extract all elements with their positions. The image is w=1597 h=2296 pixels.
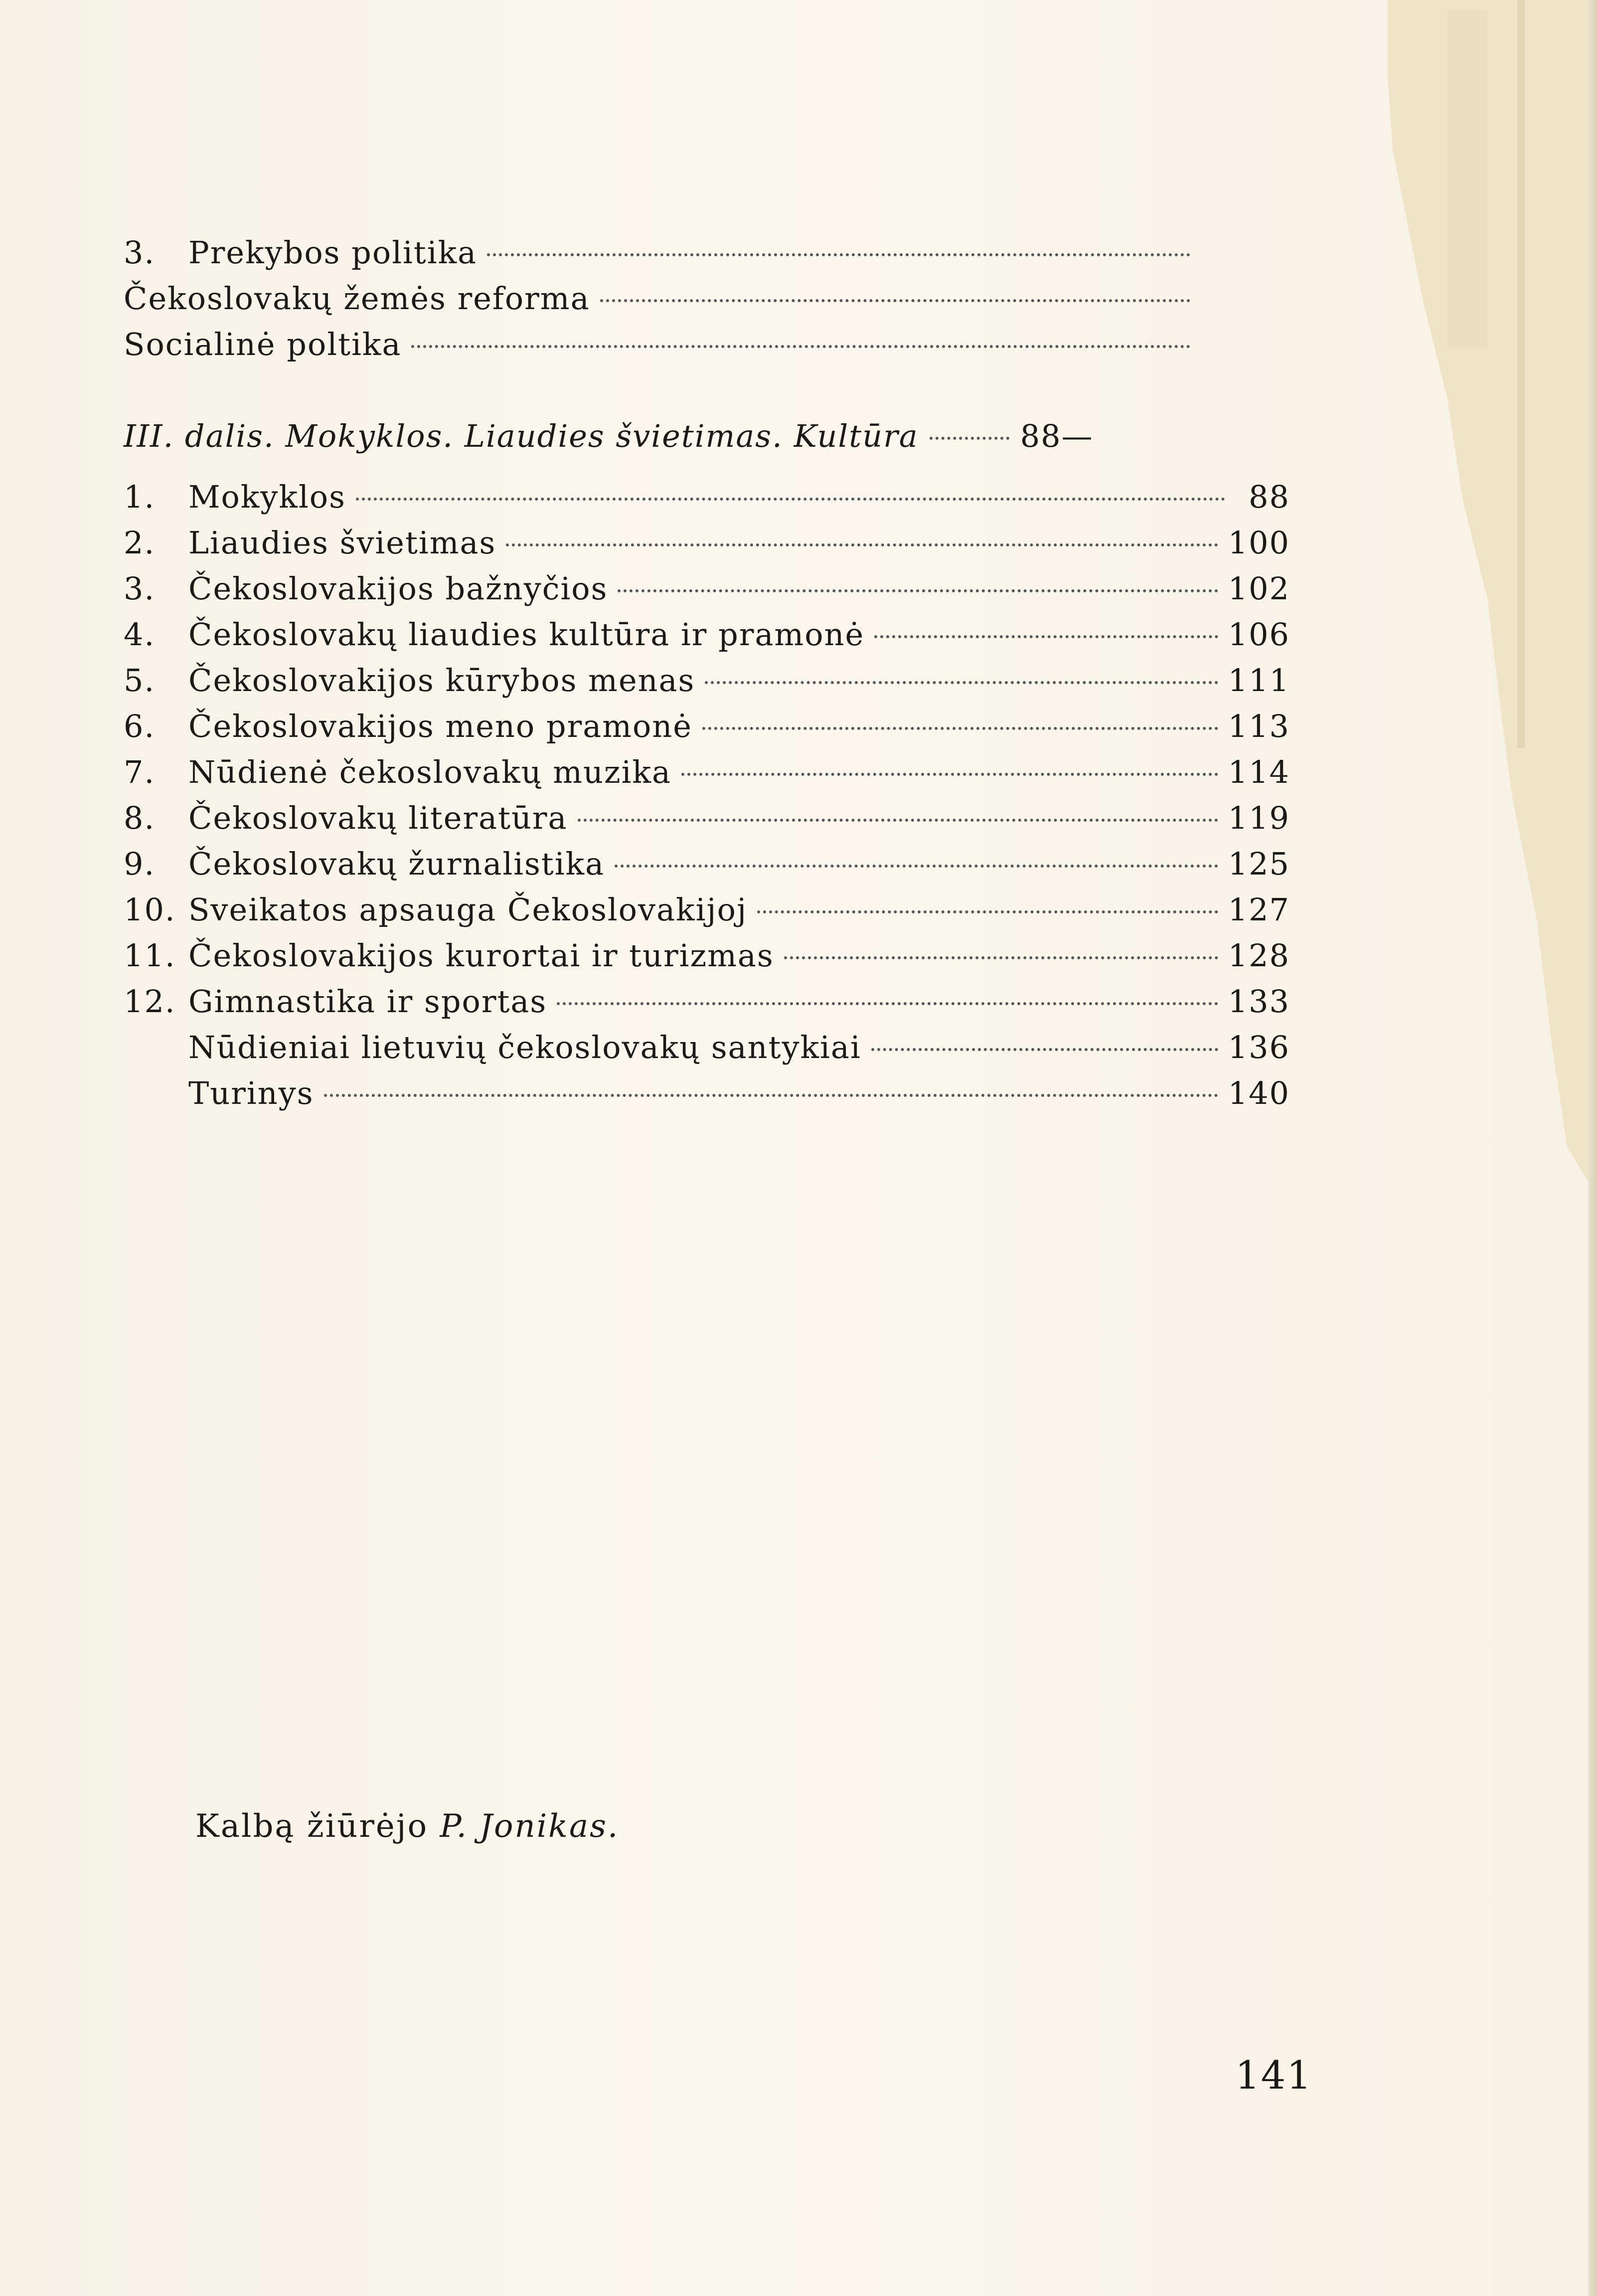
dot-leader: [600, 299, 1190, 302]
entry-number: 3.: [124, 234, 156, 271]
entry-page: 136: [1228, 1029, 1290, 1065]
entry-number: 7.: [124, 754, 156, 790]
part-page: 88—: [1020, 418, 1094, 454]
dot-leader: [506, 543, 1218, 546]
entry-title: Čekoslovakų literatūra: [188, 800, 568, 836]
dot-leader: [681, 773, 1218, 776]
entry-title: Čekoslovakijos kurortai ir turizmas: [188, 937, 774, 974]
credit-text: Kalbą žiūrėjo: [195, 1808, 429, 1845]
toc-entry: [124, 1029, 1290, 1072]
dot-leader: [411, 345, 1190, 348]
entry-number: 11.: [124, 937, 176, 974]
entry-page: 113: [1228, 708, 1290, 744]
dot-leader: [324, 1094, 1218, 1097]
entry-number: 2.: [124, 525, 156, 561]
toc-entry: [124, 570, 1290, 613]
entry-page: 114: [1228, 754, 1290, 790]
entry-number: 4.: [124, 616, 156, 653]
entry-number: 9.: [124, 846, 156, 882]
entry-page: 106: [1228, 616, 1290, 653]
torn-paper-fragment: [1388, 0, 1597, 1197]
entry-number: 5.: [124, 662, 156, 699]
editor-credit: [195, 1808, 619, 1845]
entry-page: 125: [1228, 846, 1290, 882]
toc-entry: [124, 891, 1290, 934]
entry-number: 1.: [124, 479, 156, 515]
toc-entry: [124, 983, 1290, 1026]
dot-leader: [702, 727, 1218, 730]
toc-entry: [124, 937, 1290, 980]
entry-title: Prekybos politika: [188, 234, 478, 271]
entry-title: Liaudies švietimas: [188, 525, 496, 561]
entry-title: Čekoslovakijos meno pramonė: [188, 708, 692, 744]
toc-entry: [124, 846, 1290, 888]
toc-entry: [124, 616, 1290, 659]
entry-title: Čekoslovakų žemės reforma: [124, 280, 590, 317]
part-title: III. dalis. Mokyklos. Liaudies švietimas. Kultūra: [124, 418, 919, 454]
toc-entry: [124, 800, 1290, 843]
entry-page: 128: [1228, 937, 1290, 974]
entry-page: 133: [1228, 983, 1290, 1020]
entry-title: Čekoslovakų liaudies kultūra ir pramonė: [188, 616, 865, 653]
entry-title: Nūdienė čekoslovakų muzika: [188, 754, 671, 790]
dot-leader: [557, 1002, 1218, 1005]
dot-leader: [784, 956, 1218, 959]
entry-page: 119: [1228, 800, 1290, 836]
entry-number: 10.: [124, 891, 176, 928]
entry-title: Čekoslovakijos bažnyčios: [188, 570, 608, 607]
entry-number: 3.: [124, 570, 156, 607]
entry-page: 140: [1228, 1075, 1290, 1111]
page-number: 141: [1235, 2053, 1312, 2098]
toc-entry: [124, 234, 1200, 277]
toc-entry: [124, 525, 1290, 567]
dot-leader: [487, 253, 1190, 256]
dot-leader: [705, 681, 1218, 684]
entry-page: 88: [1249, 479, 1290, 515]
toc-entry: [124, 326, 1200, 369]
entry-title: Turinys: [188, 1075, 314, 1111]
entry-title: Čekoslovakų žurnalistika: [188, 846, 605, 882]
toc-entry: [124, 708, 1290, 751]
credit-name: P. Jonikas.: [440, 1808, 620, 1845]
entry-title: Čekoslovakijos kūrybos menas: [188, 662, 695, 699]
dot-leader: [874, 635, 1218, 638]
entry-title: Sveikatos apsauga Čekoslovakijoj: [188, 891, 748, 928]
entry-page: 100: [1228, 525, 1290, 561]
dot-leader: [356, 498, 1225, 501]
toc-entry: [124, 479, 1290, 522]
dot-leader: [871, 1048, 1218, 1051]
entry-number: 8.: [124, 800, 156, 836]
dot-leader: [930, 437, 1009, 440]
dot-leader: [757, 910, 1218, 913]
dot-leader: [615, 865, 1218, 868]
page-edge: [1588, 0, 1597, 2296]
toc-entry: [124, 754, 1290, 797]
entry-title: Mokyklos: [188, 479, 346, 515]
entry-number: 12.: [124, 983, 176, 1020]
entry-page: 111: [1228, 662, 1290, 699]
entry-title: Nūdieniai lietuvių čekoslovakų santykiai: [188, 1029, 861, 1065]
dot-leader: [578, 819, 1218, 822]
toc-entry: [124, 662, 1290, 705]
entry-number: 6.: [124, 708, 156, 744]
entry-title: Socialinė poltika: [124, 326, 402, 362]
toc-entry: [124, 280, 1200, 323]
entry-page: 102: [1228, 570, 1290, 607]
dot-leader: [618, 589, 1218, 592]
toc-entry: [124, 1075, 1290, 1118]
entry-page: 127: [1228, 891, 1290, 928]
part-heading: [124, 418, 1240, 461]
entry-title: Gimnastika ir sportas: [188, 983, 547, 1020]
